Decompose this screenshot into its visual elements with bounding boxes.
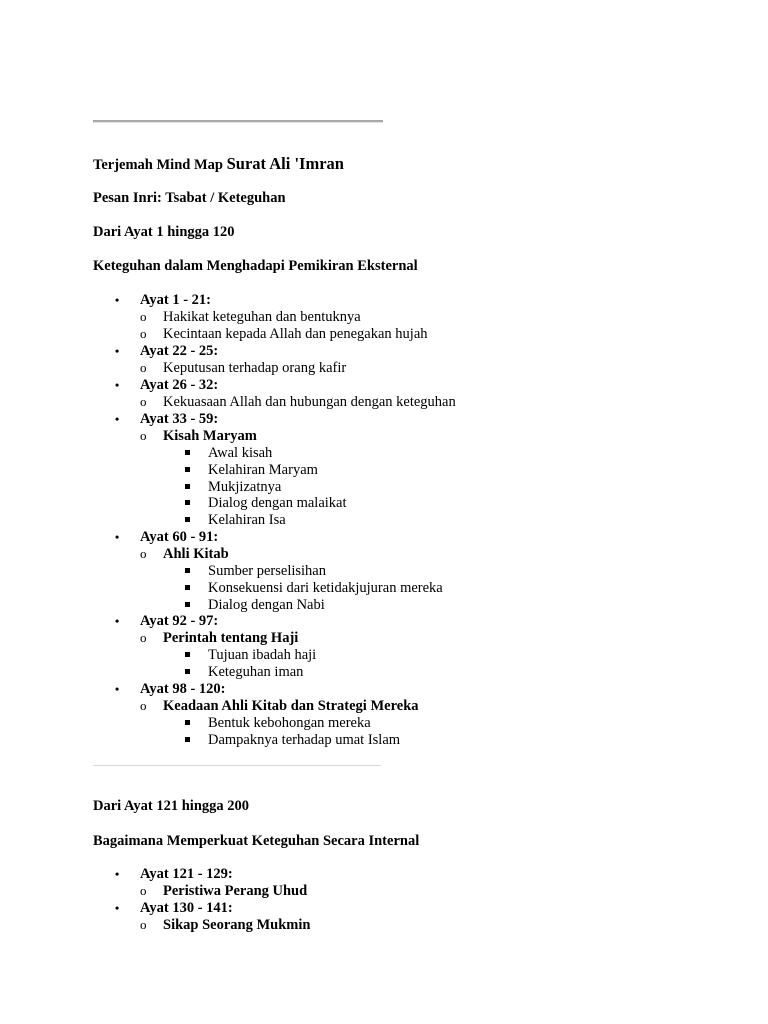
list-point: Dialog dengan malaikat — [208, 495, 347, 512]
circle-bullet-icon: o — [140, 326, 147, 341]
list-subitem: o Keputusan terhadap orang kafir — [140, 360, 347, 376]
square-bullet-icon — [185, 484, 190, 489]
title-prefix: Terjemah Mind Map — [93, 157, 223, 173]
square-bullet-icon — [185, 602, 190, 607]
list-subitem: o Sikap Seorang Mukmin — [140, 917, 311, 933]
document-title — [93, 155, 344, 174]
bullet-icon: • — [115, 293, 120, 307]
square-bullet-icon — [185, 568, 190, 573]
circle-bullet-icon: o — [140, 883, 147, 898]
title-surah: Surat Ali 'Imran — [226, 154, 344, 173]
list-item: • Ayat 1 - 21: — [115, 292, 212, 308]
square-bullet-icon — [185, 585, 190, 590]
bullet-icon: • — [115, 412, 120, 426]
list-point: Dialog dengan Nabi — [208, 597, 325, 614]
list-point: Dampaknya terhadap umat Islam — [208, 732, 400, 749]
list-item: • Ayat 92 - 97: — [115, 613, 219, 629]
list-subitem: o Hakikat keteguhan dan bentuknya — [140, 309, 361, 325]
list-subitem: o Kekuasaan Allah dan hubungan dengan keteguhan — [140, 394, 456, 410]
circle-bullet-icon: o — [140, 394, 147, 409]
circle-bullet-icon: o — [140, 917, 147, 932]
list-point: Awal kisah — [208, 445, 272, 462]
square-bullet-icon — [185, 450, 190, 455]
circle-bullet-icon: o — [140, 698, 147, 713]
bullet-icon: • — [115, 344, 120, 358]
list-point: Keteguhan iman — [208, 664, 303, 681]
list-point: Mukjizatnya — [208, 479, 281, 496]
bullet-icon: • — [115, 867, 120, 881]
bullet-icon: • — [115, 530, 120, 544]
circle-bullet-icon: o — [140, 309, 147, 324]
section1-heading: Keteguhan dalam Menghadapi Pemikiran Eksternal — [93, 258, 418, 274]
bullet-icon: • — [115, 378, 120, 392]
bullet-icon: • — [115, 614, 120, 628]
list-subitem: o Ahli Kitab — [140, 546, 229, 562]
square-bullet-icon — [185, 500, 190, 505]
circle-bullet-icon: o — [140, 360, 147, 375]
horizontal-rule-middle — [93, 765, 381, 766]
list-item: • Ayat 26 - 32: — [115, 377, 219, 393]
list-item: • Ayat 130 - 141: — [115, 900, 233, 916]
bullet-icon: • — [115, 682, 120, 696]
circle-bullet-icon: o — [140, 428, 147, 443]
square-bullet-icon — [185, 652, 190, 657]
list-point: Sumber perselisihan — [208, 563, 326, 580]
horizontal-rule-top — [93, 120, 383, 123]
list-item: • Ayat 33 - 59: — [115, 411, 219, 427]
list-item: • Ayat 121 - 129: — [115, 866, 233, 882]
section2-heading: Bagaimana Memperkuat Keteguhan Secara Internal — [93, 833, 420, 849]
list-subitem: o Peristiwa Perang Uhud — [140, 883, 308, 899]
square-bullet-icon — [185, 720, 190, 725]
square-bullet-icon — [185, 669, 190, 674]
list-point: Konsekuensi dari ketidakjujuran mereka — [208, 580, 443, 597]
circle-bullet-icon: o — [140, 546, 147, 561]
list-item: • Ayat 60 - 91: — [115, 529, 219, 545]
list-subitem: o Perintah tentang Haji — [140, 630, 299, 646]
list-subitem: o Keadaan Ahli Kitab dan Strategi Mereka — [140, 698, 419, 714]
square-bullet-icon — [185, 467, 190, 472]
message-line: Pesan Inri: Tsabat / Keteguhan — [93, 190, 286, 206]
list-item: • Ayat 22 - 25: — [115, 343, 219, 359]
list-subitem: o Kisah Maryam — [140, 428, 257, 444]
list-point: Kelahiran Maryam — [208, 462, 318, 479]
list-subitem: o Kecintaan kepada Allah dan penegakan hujah — [140, 326, 428, 342]
list-point: Tujuan ibadah haji — [208, 647, 316, 664]
section1-range: Dari Ayat 1 hingga 120 — [93, 224, 235, 240]
square-bullet-icon — [185, 517, 190, 522]
list-point: Kelahiran Isa — [208, 512, 286, 529]
list-item: • Ayat 98 - 120: — [115, 681, 226, 697]
square-bullet-icon — [185, 737, 190, 742]
section2-range: Dari Ayat 121 hingga 200 — [93, 798, 250, 814]
bullet-icon: • — [115, 901, 120, 915]
circle-bullet-icon: o — [140, 630, 147, 645]
list-point: Bentuk kebohongan mereka — [208, 715, 371, 732]
